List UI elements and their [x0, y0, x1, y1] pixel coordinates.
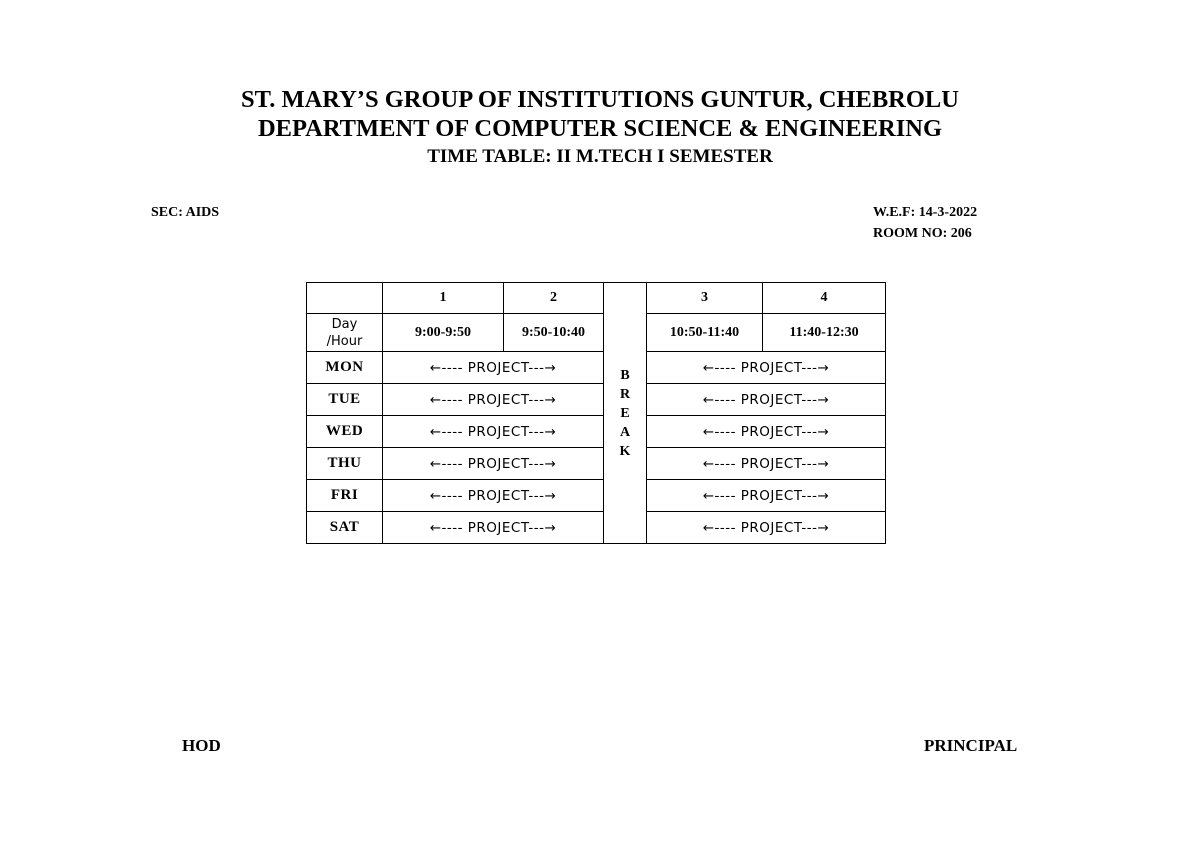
section-label: SEC: AIDS [151, 205, 220, 220]
morning-slot: ←---- PROJECT---→ [383, 352, 604, 384]
period-number: 4 [763, 283, 886, 314]
day-row [307, 480, 886, 512]
institution-title: ST. MARY’S GROUP OF INSTITUTIONS GUNTUR, CHEBROLU [241, 86, 959, 113]
break-column [604, 283, 647, 544]
day-name: WED [307, 416, 383, 448]
timetable-title: TIME TABLE: II M.TECH I SEMESTER [427, 146, 773, 167]
morning-slot: ←---- PROJECT---→ [383, 416, 604, 448]
period-number: 2 [504, 283, 604, 314]
afternoon-slot: ←---- PROJECT---→ [647, 352, 886, 384]
afternoon-slot: ←---- PROJECT---→ [647, 512, 886, 544]
afternoon-slot: ←---- PROJECT---→ [647, 448, 886, 480]
day-row [307, 352, 886, 384]
break-letter: K [619, 443, 631, 459]
afternoon-slot: ←---- PROJECT---→ [647, 384, 886, 416]
wef-date: W.E.F: 14-3-2022 [873, 205, 978, 220]
principal-signature-label: PRINCIPAL [924, 736, 1018, 755]
afternoon-slot: ←---- PROJECT---→ [647, 480, 886, 512]
day-row [307, 416, 886, 448]
morning-slot: ←---- PROJECT---→ [383, 448, 604, 480]
day-row [307, 512, 886, 544]
corner-cell [307, 283, 383, 314]
day-name: THU [307, 448, 383, 480]
timetable [306, 282, 886, 544]
break-letter: A [619, 424, 631, 440]
morning-slot: ←---- PROJECT---→ [383, 512, 604, 544]
hour-label: /Hour [326, 333, 363, 349]
day-name: SAT [307, 512, 383, 544]
time-slot: 9:00-9:50 [383, 314, 504, 352]
time-slot: 10:50-11:40 [647, 314, 763, 352]
period-number-row [307, 283, 886, 314]
day-row [307, 384, 886, 416]
period-number: 3 [647, 283, 763, 314]
department-title: DEPARTMENT OF COMPUTER SCIENCE & ENGINEERING [257, 115, 943, 142]
room-number: ROOM NO: 206 [873, 226, 972, 241]
time-slot: 11:40-12:30 [763, 314, 886, 352]
day-hour-label [307, 314, 383, 352]
day-name: FRI [307, 480, 383, 512]
time-slot: 9:50-10:40 [504, 314, 604, 352]
day-name: MON [307, 352, 383, 384]
day-row [307, 448, 886, 480]
break-letter: B [620, 367, 630, 383]
day-label: Day [331, 316, 358, 332]
break-letter: R [619, 386, 631, 402]
morning-slot: ←---- PROJECT---→ [383, 480, 604, 512]
day-name: TUE [307, 384, 383, 416]
break-letter: E [620, 405, 630, 421]
afternoon-slot: ←---- PROJECT---→ [647, 416, 886, 448]
morning-slot: ←---- PROJECT---→ [383, 384, 604, 416]
period-number: 1 [383, 283, 504, 314]
time-row [307, 314, 886, 352]
hod-signature-label: HOD [182, 736, 221, 755]
